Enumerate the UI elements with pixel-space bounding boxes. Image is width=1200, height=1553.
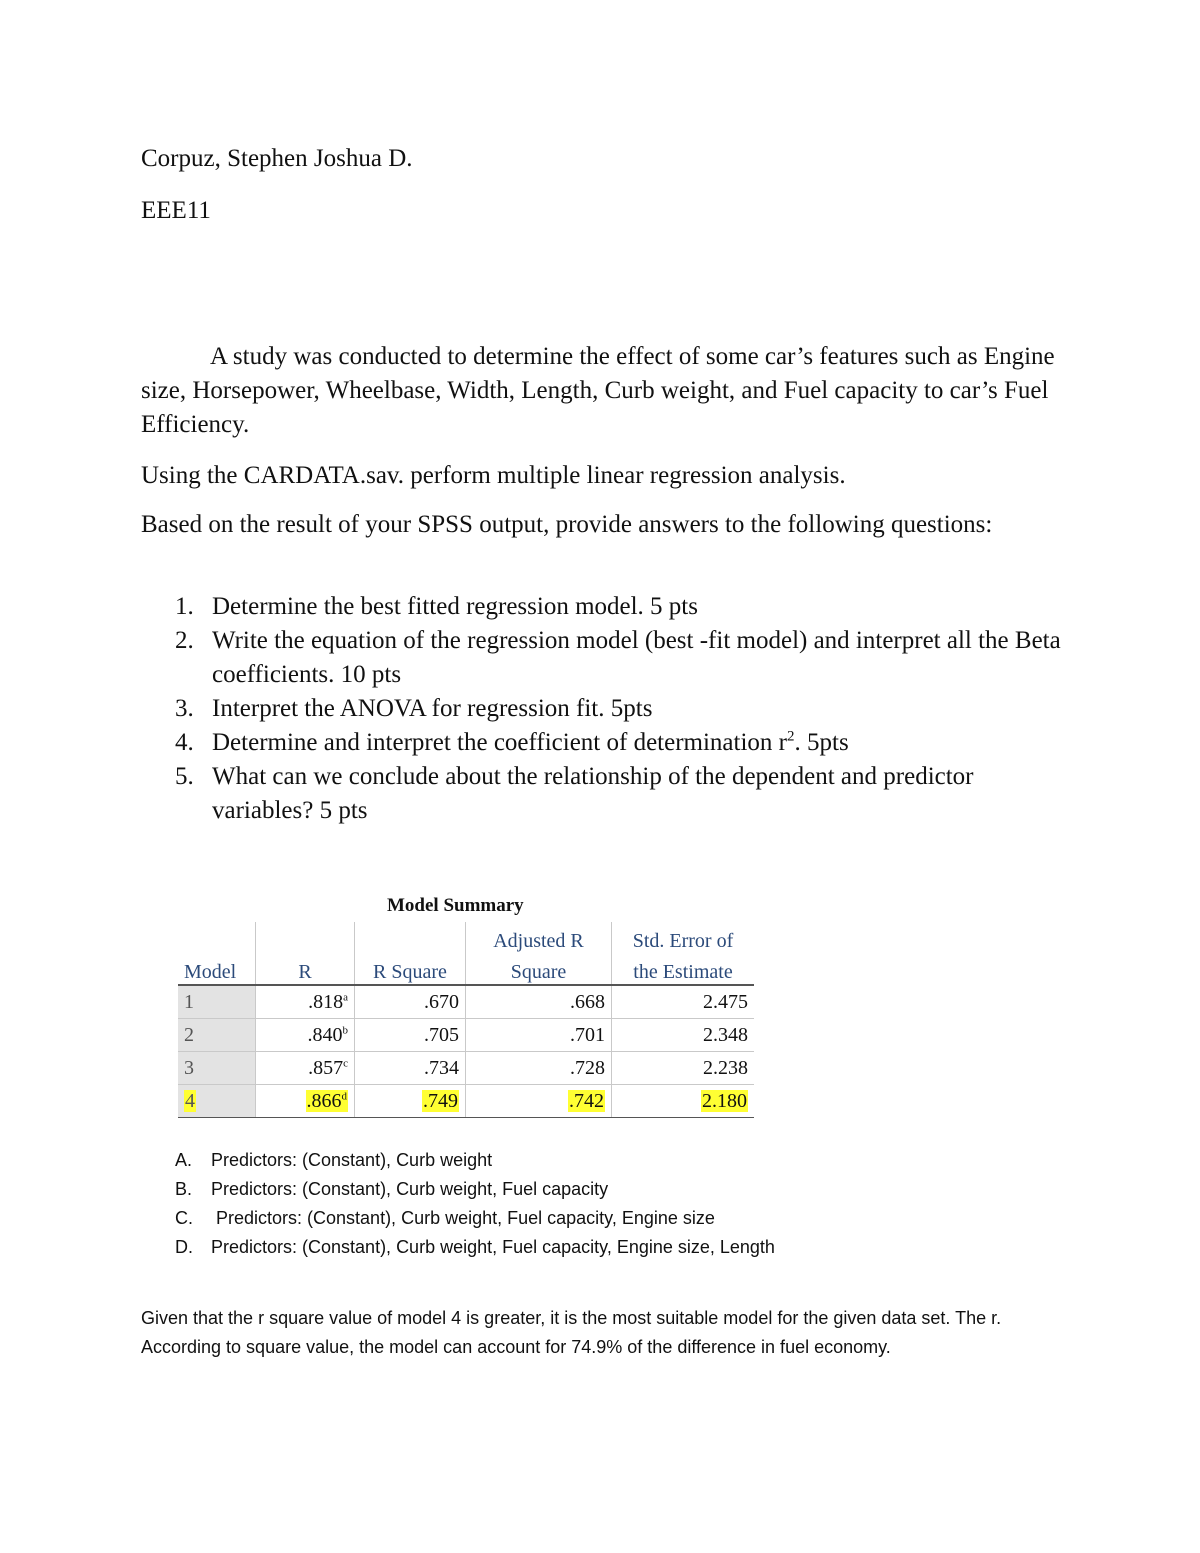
footnote-marker: a: [343, 990, 348, 1003]
header-se-line2: the Estimate: [612, 953, 755, 985]
header-se-line1: Std. Error of: [632, 930, 734, 952]
question-item: 4. Determine and interpret the coefficient of determination $r^2$. 5pts: [175, 728, 849, 756]
std-error-cell: 2.238: [612, 1052, 755, 1085]
adj-r-square-cell: .728: [466, 1052, 612, 1085]
intro-paragraph: [141, 340, 1071, 442]
author-name: Corpuz, Stephen Joshua D.: [141, 145, 413, 172]
footnote-marker: d: [341, 1089, 347, 1102]
model-summary-rows: [178, 985, 754, 1118]
r-cell: .866$^d$: [256, 1085, 355, 1118]
model-number-cell: 4: [178, 1085, 256, 1118]
note-item: D. Predictors: (Constant), Curb weight, Fuel capacity, Engine size, Length: [175, 1237, 775, 1257]
model-number-cell: 1: [178, 985, 256, 1019]
note-item: A. Predictors: (Constant), Curb weight: [175, 1150, 493, 1170]
question-list: [141, 590, 1071, 828]
table-row: [178, 1085, 754, 1118]
instruction-paragraph: Using the CARDATA.sav. perform multiple linear regression analysis.: [141, 462, 846, 489]
r-cell: .857$^c$: [256, 1052, 355, 1085]
model-number-cell: 3: [178, 1052, 256, 1085]
header-r: R: [256, 953, 355, 985]
model-summary-title: Model Summary: [387, 895, 524, 916]
header-adj-line2: Square: [466, 953, 612, 985]
question-item: 5. What can we conclude about the relationship of the dependent and predictor variables? 5 pts: [175, 763, 974, 824]
question-item: 3. Interpret the ANOVA for regression fit. 5pts: [175, 695, 653, 722]
adj-r-square-cell: .742: [466, 1085, 612, 1118]
table-row: [178, 985, 754, 1019]
predictor-notes: [175, 1146, 775, 1262]
course-code: EEE11: [141, 197, 211, 224]
footnote-marker: c: [343, 1056, 348, 1069]
based-paragraph: Based on the result of your SPSS output, provide answers to the following questions:: [141, 511, 993, 538]
adj-r-square-cell: .701: [466, 1019, 612, 1052]
std-error-cell: 2.180: [612, 1085, 755, 1118]
r-cell: .840$^b$: [256, 1019, 355, 1052]
question-item: 1. Determine the best fitted regression model. 5 pts: [175, 593, 698, 620]
header-adj-line1: Adjusted R: [466, 922, 612, 953]
r-square-cell: .705: [355, 1019, 466, 1052]
intro-text: A study was conducted to determine the effect of some car’s features such as Engine size, Horsepower, Wheelbase, Width, Length, Curb weight, and Fuel capacity to car’s Fuel Efficiency.: [141, 343, 1055, 438]
header-r-square: R Square: [355, 953, 466, 985]
r-square-cell: .734: [355, 1052, 466, 1085]
header-model: Model: [178, 953, 256, 985]
model-number-cell: 2: [178, 1019, 256, 1052]
footnote-marker: b: [342, 1023, 348, 1036]
table-row: [178, 1019, 754, 1052]
adj-r-square-cell: .668: [466, 985, 612, 1019]
std-error-cell: 2.475: [612, 985, 755, 1019]
note-item: C. Predictors: (Constant), Curb weight, Fuel capacity, Engine size: [175, 1208, 715, 1228]
conclusion-paragraph: Given that the r square value of model 4 is greater, it is the most suitable model for the given data set. The r. According to square value, the model can account for 74.9% of the difference in fuel economy.: [141, 1308, 1002, 1357]
r-cell: .818$^a$: [256, 985, 355, 1019]
std-error-cell: 2.348: [612, 1019, 755, 1052]
model-summary-table: [178, 922, 754, 1118]
question-item: 2. Write the equation of the regression model (best -fit model) and interpret all the Beta coefficients. 10 pts: [175, 627, 1061, 688]
note-item: B. Predictors: (Constant), Curb weight, Fuel capacity: [175, 1179, 609, 1199]
r-square-cell: .749: [355, 1085, 466, 1118]
r-square-cell: .670: [355, 985, 466, 1019]
table-row: [178, 1052, 754, 1085]
superscript: 2: [787, 728, 795, 745]
